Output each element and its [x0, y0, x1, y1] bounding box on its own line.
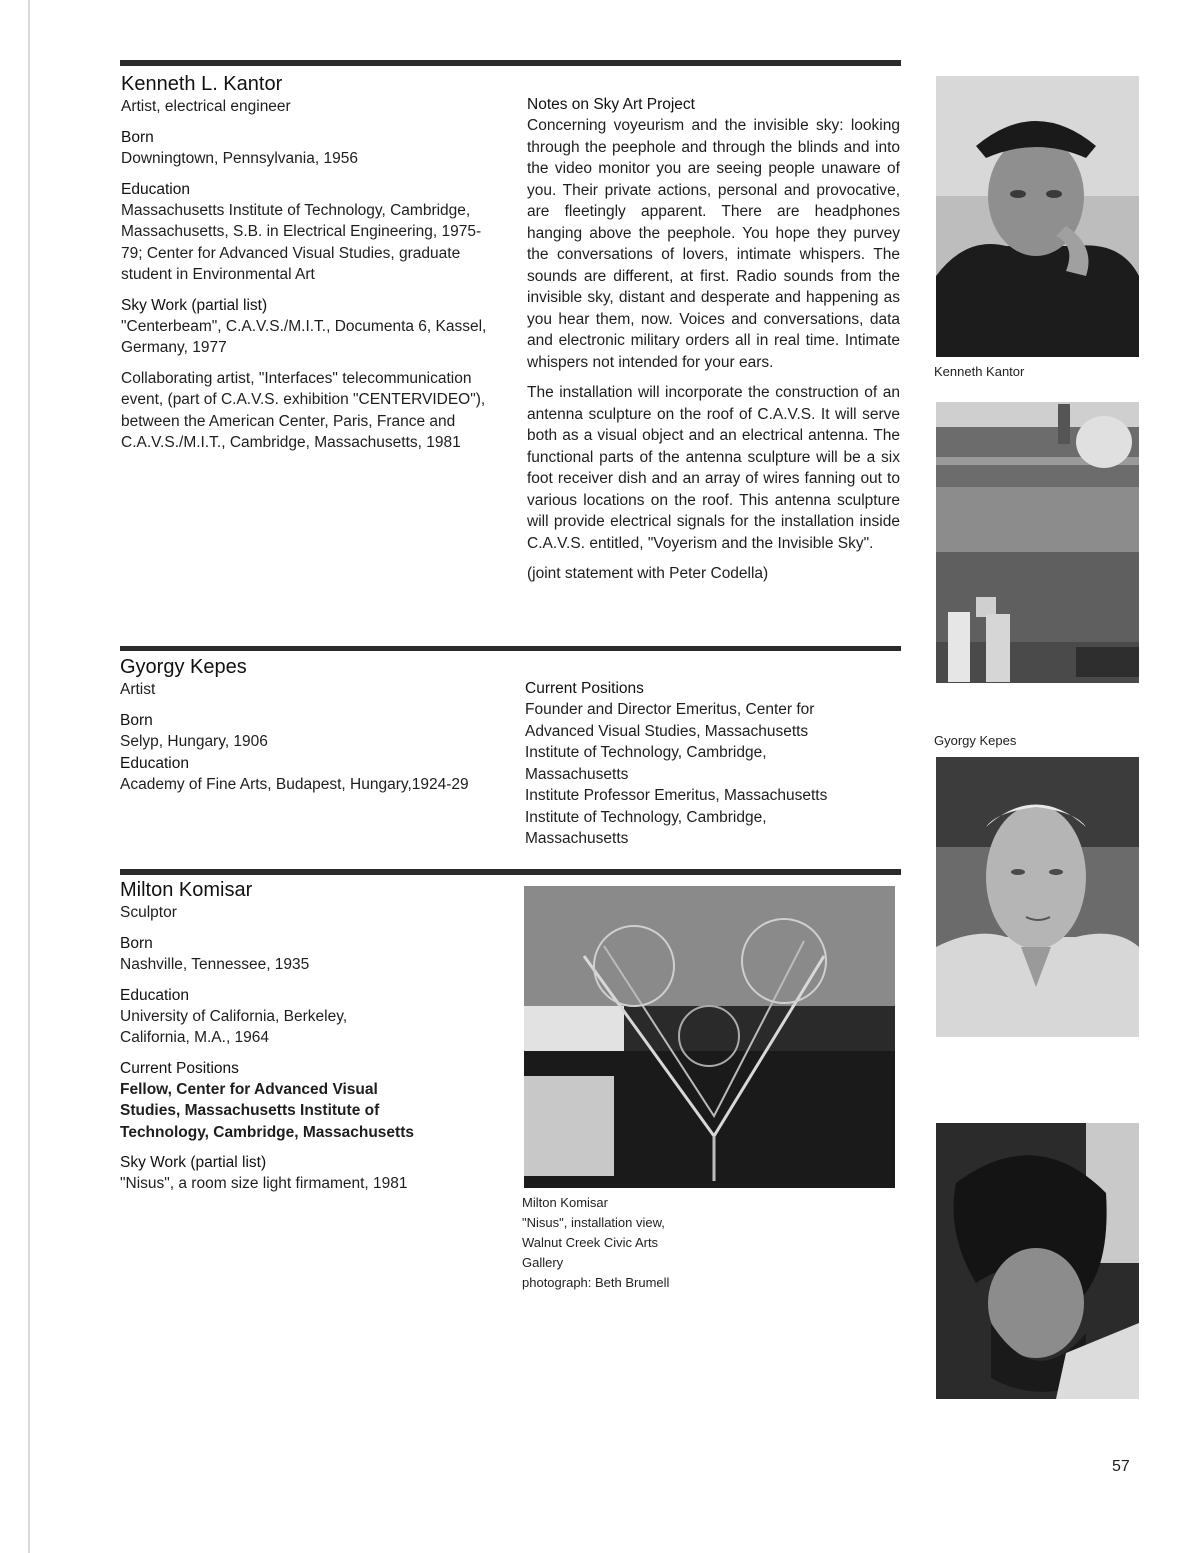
nisus-installation-photo: [524, 886, 895, 1188]
nisus-caption: [522, 1193, 669, 1293]
kantor-education-label: Education: [121, 180, 190, 198]
kepes-name: Gyorgy Kepes: [120, 656, 247, 678]
komisar-positions: Fellow, Center for Advanced Visual Studies, Massachusetts Institute of Technology, Cambridge, Massachusetts: [120, 1080, 414, 1141]
komisar-portrait-photo: [936, 1123, 1139, 1399]
kantor-born-label: Born: [121, 129, 154, 146]
kantor-portrait-photo: [936, 76, 1139, 357]
kantor-name: Kenneth L. Kantor: [121, 73, 283, 95]
kepes-positions-1: Founder and Director Emeritus, Center for Advanced Visual Studies, Massachusetts Institute of Technology, Cambridge, Massachusetts: [525, 701, 815, 783]
kantor-skywork-1: "Centerbeam", C.A.V.S./M.I.T., Documenta 6, Kassel, Germany, 1977: [121, 317, 487, 356]
kantor-skywork-label: Sky Work (partial list): [121, 296, 268, 314]
nisus-caption-line-1: Milton Komisar: [522, 1195, 608, 1210]
nisus-caption-line-5: photograph: Beth Brumell: [522, 1275, 670, 1290]
kepes-bio: [120, 655, 500, 795]
kantor-photo-caption: Kenneth Kantor: [934, 364, 1025, 379]
komisar-education-label: Education: [120, 986, 189, 1004]
kepes-education-label: Education: [120, 754, 189, 772]
kantor-bio: [121, 72, 494, 463]
nisus-caption-line-4: Gallery: [522, 1255, 564, 1270]
kepes-portrait-photo: [936, 757, 1139, 1037]
nisus-caption-line-2: "Nisus", installation view,: [522, 1215, 665, 1230]
komisar-positions-label: Current Positions: [120, 1059, 239, 1077]
komisar-born-label: Born: [120, 935, 153, 952]
kantor-skywork-2: Collaborating artist, "Interfaces" telecommunication event, (part of C.A.V.S. exhibition "CENTERVIDEO"), between the American Center, Paris, France and C.A.V.S./M.I.T., Cambridge, Massachusetts, 1981: [121, 369, 486, 451]
kepes-positions-2: Institute Professor Emeritus, Massachusetts Institute of Technology, Cambridge, Massachusetts: [525, 787, 828, 847]
kantor-notes-3: (joint statement with Peter Codella): [527, 565, 769, 582]
section-rule-kepes: [120, 646, 901, 651]
komisar-role: Sculptor: [120, 904, 177, 921]
komisar-skywork: "Nisus", a room size light firmament, 1981: [120, 1175, 408, 1192]
komisar-skywork-label: Sky Work (partial list): [120, 1154, 267, 1171]
kepes-positions-label: Current Positions: [525, 680, 644, 697]
page-edge: [28, 0, 30, 1553]
antenna-building-photo: [936, 402, 1139, 683]
komisar-bio: [120, 878, 500, 1195]
kepes-born-label: Born: [120, 712, 153, 729]
section-rule-kantor: [120, 60, 901, 66]
komisar-name: Milton Komisar: [120, 879, 253, 901]
kepes-photo-caption: Gyorgy Kepes: [934, 733, 1017, 748]
kepes-education: Academy of Fine Arts, Budapest, Hungary,1924-29: [120, 775, 469, 793]
kantor-born: Downingtown, Pennsylvania, 1956: [121, 150, 358, 167]
komisar-born: Nashville, Tennessee, 1935: [120, 956, 310, 973]
kepes-positions: [525, 678, 835, 850]
kantor-notes-label: Notes on Sky Art Project: [527, 96, 695, 113]
page-number: 57: [1112, 1458, 1130, 1475]
kantor-education: Massachusetts Institute of Technology, Cambridge, Massachusetts, S.B. in Electrical Engineering, 1975-79; Center for Advanced Visual Studies, graduate student in Environmental Art: [121, 201, 482, 283]
kepes-born: Selyp, Hungary, 1906: [120, 733, 268, 750]
kepes-role: Artist: [120, 681, 156, 698]
komisar-education: University of California, Berkeley, California, M.A., 1964: [120, 1007, 348, 1046]
kantor-notes-2: The installation will incorporate the construction of an antenna sculpture on the roof of C.A.V.S. It will serve both as a visual object and an electrical antenna. The functional parts of the antenna sculpture will be a six foot receiver dish and an array of wires fanning out to various locations on the roof. This antenna sculpture will provide electrical signals for the installation inside C.A.V.S. entitled, "Voyerism and the Invisible Sky".: [527, 384, 900, 552]
section-rule-komisar: [120, 869, 901, 875]
kantor-notes-1: Concerning voyeurism and the invisible sky: looking through the peephole and through the blinds and into the video monitor you are seeing people unaware of you. Their private actions, personal and provocative, are fleetingly apparent. There are headphones hanging above the peephole. You hope they purvey the conversations of lovers, intimate whispers. The sounds are different, at first. Radio sounds from the invisible sky, distant and desperate and happening as you hear them, now. Voices and conversations, data and electronic military orders all in real time. Intimate whispers not intended for your ears.: [527, 117, 900, 371]
nisus-caption-line-3: Walnut Creek Civic Arts: [522, 1235, 659, 1250]
kantor-notes: [527, 94, 900, 594]
kantor-role: Artist, electrical engineer: [121, 98, 291, 115]
